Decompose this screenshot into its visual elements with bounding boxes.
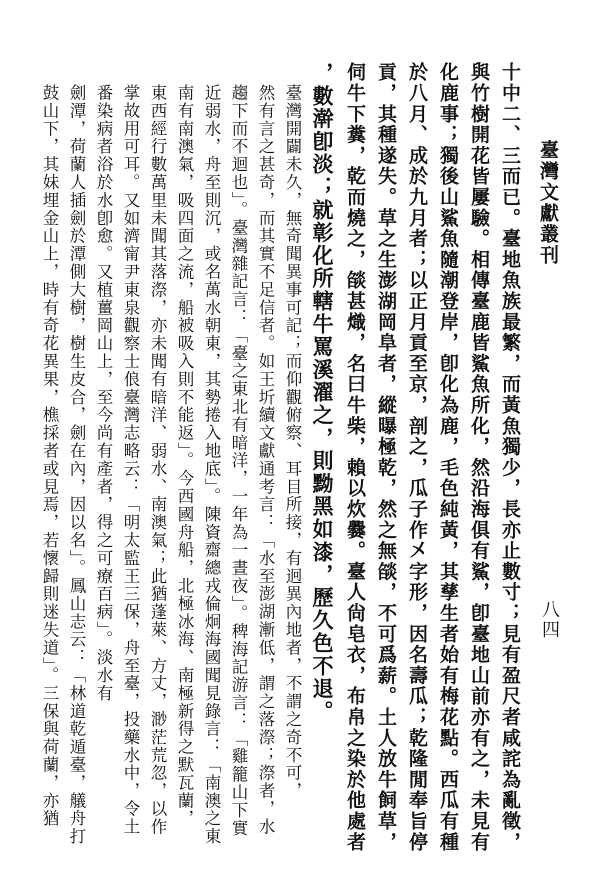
- main-text-line: ，數澣卽淡；就彰化所轄牛罵溪濯之，則黝黑如漆，歷久色不退。: [310, 62, 335, 724]
- main-text-line: 十中二、三而已。臺地魚族最繁，而黃魚獨少，長亦止數寸；見有盈尺者咸詫為亂徵，: [499, 62, 521, 853]
- main-text-line: 伺牛下糞，乾而燒之，燄甚熾，名曰牛柴，賴以炊爨。臺人尙皂衣，布帛之染於他處者: [344, 62, 366, 853]
- main-text-line: 貢，其種遂失。草之生澎湖岡阜者，縱曝極乾，然之無燄，不可爲薪。土人放牛飼草，: [375, 62, 397, 853]
- quote-text-line: 趨下而不迴也」。臺灣雜記言：「臺之東北有暗洋，一年為一晝夜」。稗海記游言：「雞籠山下實: [229, 84, 248, 838]
- quote-text-line: 劍潭，荷蘭人插劍於潭側大樹，樹生皮合，劍在內，因以名」。鳳山志云：「林道乾遁臺，艤舟打: [67, 84, 86, 846]
- main-text-line: 與竹樹開花皆屢驗。相傳臺鹿皆鯊魚所化，然沿海俱有鯊，卽臺地山前亦有之，未見有: [468, 62, 490, 853]
- quote-text-line: 南有南澳氣，吸四面之流，船被吸入則不能返」。今西國舟船，北極冰海、南極新得之默瓦蘭，: [175, 84, 194, 828]
- quote-text-line: 近弱水，舟至則沉，或名萬水朝東，其勢捲入地底」。陳資齋總戎倫炯海國聞見錄言：「南澳之東: [202, 84, 221, 846]
- quote-text-line: 掌故用可耳。又如濟甯尹東泉觀察士俍臺灣志略云：「明太監王三保，舟至臺，投藥水中，令土: [121, 84, 140, 836]
- quote-text-line: 鼓山下，其妹埋金山上，時有奇花異果，樵採者或見焉，若懷歸則迷失道」。三保與荷蘭，亦猶: [40, 84, 59, 828]
- main-text-line: 化鹿事；獨後山鯊魚隨潮登岸，卽化為鹿，毛色純黃，其孳生者始有梅花點。西瓜有種: [437, 62, 459, 853]
- page-number: 八四: [539, 600, 560, 640]
- main-text-line: 於八月、成於九月者；以正月貢至京，剖之，瓜子作㐅字形，因名壽瓜；乾隆閒奉旨停: [406, 62, 428, 853]
- running-header: 臺灣文獻叢刊: [537, 140, 559, 266]
- quote-text-line: 東西經行數萬里未聞其落漈，亦未聞有暗洋、弱水、南澳氣；此猶蓬萊、方丈，渺茫荒忽，以作: [148, 84, 167, 836]
- quote-text-line: 臺灣開闢未久，無奇聞異事可記；而仰觀俯察、耳目所接，有迥異內地者，不謂之奇不可，: [283, 84, 302, 800]
- quote-text-line: 然有言之甚奇，而其實不足信者。如王圻續文獻通考言：「水至澎湖漸低，謂之落漈；漈者，水: [256, 84, 275, 836]
- quote-text-line: 番染病者浴於水卽愈。又植薑岡山上，至今尚有產者，得之可療百病」。淡水有: [94, 84, 113, 703]
